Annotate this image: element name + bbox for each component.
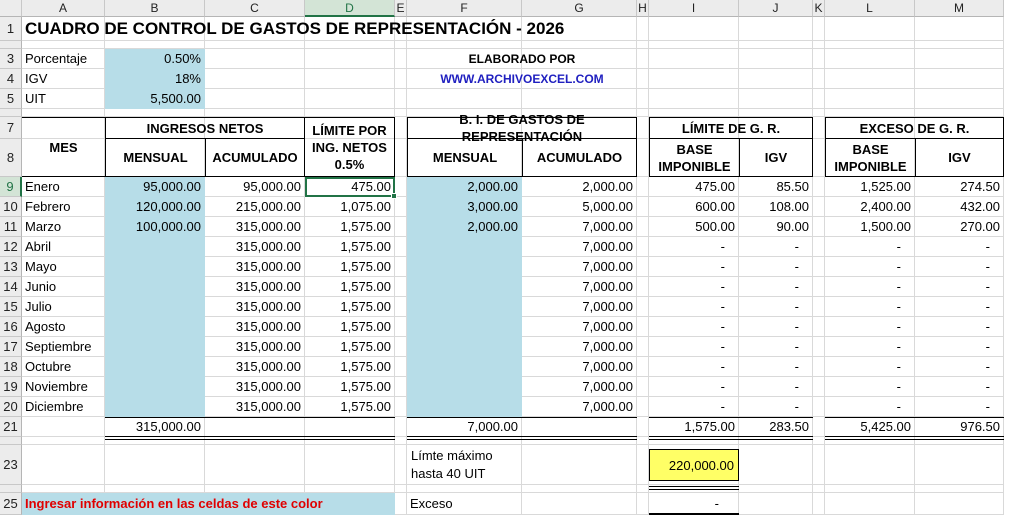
row-header-7[interactable]: 7 [0, 117, 22, 139]
limite-igv-cell[interactable]: - [794, 399, 799, 414]
select-all-corner[interactable] [0, 0, 22, 17]
ingresos-acumulado-cell[interactable]: 315,000.00 [235, 359, 301, 374]
ingresos-acumulado-cell[interactable]: 315,000.00 [235, 279, 301, 294]
exceso-igv-cell[interactable]: - [985, 239, 990, 254]
bi-acumulado-cell[interactable]: 2,000.00 [582, 179, 633, 194]
exceso-base-cell[interactable]: - [896, 399, 901, 414]
header-ingresos-mensual: MENSUAL [105, 139, 205, 177]
exceso-igv-cell[interactable]: - [985, 399, 990, 414]
row-header-13[interactable]: 13 [0, 257, 22, 277]
limite-base-cell[interactable]: - [720, 239, 725, 254]
month-name[interactable]: Octubre [25, 359, 72, 374]
ingresos-acumulado-cell[interactable]: 315,000.00 [235, 239, 301, 254]
exceso-value[interactable]: - [714, 496, 719, 511]
ingresos-acumulado-cell[interactable]: 315,000.00 [235, 319, 301, 334]
limite-base-cell[interactable]: - [720, 379, 725, 394]
ingresos-mensual-cell[interactable] [105, 317, 205, 337]
column-header-i[interactable]: I [649, 0, 739, 17]
bi-mensual-cell[interactable]: 2,000.00 [467, 219, 518, 234]
param-label-uit[interactable]: UIT [25, 91, 46, 106]
bi-acumulado-cell[interactable]: 7,000.00 [582, 359, 633, 374]
row-header-6[interactable] [0, 109, 22, 117]
ingresos-mensual-cell[interactable] [105, 297, 205, 317]
row-header-24[interactable] [0, 485, 22, 493]
row-header-1[interactable]: 1 [0, 17, 22, 41]
limite-base-cell[interactable]: - [720, 399, 725, 414]
ingresos-acumulado-cell[interactable]: 315,000.00 [235, 219, 301, 234]
exceso-igv-cell[interactable]: 274.50 [960, 179, 1000, 194]
header-limite-ing-netos [305, 117, 395, 177]
limite-base-cell[interactable]: - [720, 299, 725, 314]
total-bi-mensual[interactable]: 7,000.00 [467, 419, 518, 434]
total-double-rule-0 [105, 436, 305, 440]
row-header-22[interactable] [0, 437, 22, 445]
credit-label[interactable]: ELABORADO POR [468, 52, 576, 66]
row-header-10[interactable]: 10 [0, 197, 22, 217]
column-header-b[interactable]: B [105, 0, 205, 17]
limite-base-cell[interactable]: - [720, 319, 725, 334]
exceso-igv-cell[interactable]: 270.00 [960, 219, 1000, 234]
exceso-igv-cell[interactable]: - [985, 379, 990, 394]
total-top-rule-d [305, 417, 395, 418]
limite-base-cell[interactable]: 600.00 [695, 199, 735, 214]
month-name[interactable]: Marzo [25, 219, 62, 234]
month-name[interactable]: Noviembre [25, 379, 88, 394]
param-value-uit[interactable]: 5,500.00 [150, 91, 201, 106]
month-name[interactable]: Enero [25, 179, 60, 194]
total-limite-base[interactable]: 1,575.00 [684, 419, 735, 434]
limite-ing-netos-cell[interactable]: 1,575.00 [340, 339, 391, 354]
column-header-m[interactable]: M [915, 0, 1004, 17]
limite-igv-cell[interactable]: - [794, 299, 799, 314]
month-name[interactable]: Septiembre [25, 339, 92, 354]
param-label-igv[interactable]: IGV [25, 71, 48, 86]
exceso-base-cell[interactable]: - [896, 239, 901, 254]
row-header-9[interactable]: 9 [0, 177, 22, 197]
limite-igv-cell[interactable]: 108.00 [769, 199, 809, 214]
ingresos-acumulado-cell[interactable]: 95,000.00 [243, 179, 301, 194]
ingresos-acumulado-cell[interactable]: 315,000.00 [235, 399, 301, 414]
input-color-note[interactable]: Ingresar información en las celdas de este color [25, 496, 323, 511]
ingresos-acumulado-cell[interactable]: 215,000.00 [235, 199, 301, 214]
ingresos-mensual-cell[interactable] [105, 257, 205, 277]
limite-igv-cell[interactable]: - [794, 279, 799, 294]
month-name[interactable]: Abril [25, 239, 52, 254]
limite-igv-cell[interactable]: - [794, 259, 799, 274]
limite-ing-netos-cell[interactable]: 1,575.00 [340, 319, 391, 334]
bi-acumulado-cell[interactable]: 7,000.00 [582, 279, 633, 294]
month-name[interactable]: Diciembre [25, 399, 84, 414]
limite-maximo-label [407, 445, 637, 485]
fill-handle[interactable] [391, 193, 397, 199]
header-bi-gastos: B. I. DE GASTOS DE REPRESENTACIÓN [407, 117, 637, 139]
row-header-18[interactable]: 18 [0, 357, 22, 377]
header-exceso-base-imponible-line-1: BASE [852, 141, 889, 157]
column-header-a[interactable]: A [22, 0, 105, 17]
ingresos-acumulado-cell[interactable]: 315,000.00 [235, 259, 301, 274]
limite-ing-netos-cell[interactable]: 475.00 [351, 179, 391, 194]
row-header-19[interactable]: 19 [0, 377, 22, 397]
exceso-igv-cell[interactable]: - [985, 279, 990, 294]
limite-maximo-line-2: hasta 40 UIT [411, 466, 486, 481]
limite-ing-netos-cell[interactable]: 1,075.00 [340, 199, 391, 214]
limite-ing-netos-cell[interactable]: 1,575.00 [340, 219, 391, 234]
param-label-porcentaje[interactable]: Porcentaje [25, 51, 88, 66]
limite-base-cell[interactable]: - [720, 359, 725, 374]
ingresos-acumulado-cell[interactable]: 315,000.00 [235, 339, 301, 354]
header-limite-base-imponible-line-1: BASE [676, 141, 713, 157]
limite-base-cell[interactable]: - [720, 339, 725, 354]
total-ingresos-mensual[interactable]: 315,000.00 [135, 419, 201, 434]
exceso-base-cell[interactable]: - [896, 319, 901, 334]
exceso-igv-cell[interactable]: - [985, 339, 990, 354]
row-header-20[interactable]: 20 [0, 397, 22, 417]
row-header-3[interactable]: 3 [0, 49, 22, 69]
header-bi-acumulado: ACUMULADO [522, 139, 637, 177]
bi-mensual-cell[interactable]: 2,000.00 [467, 179, 518, 194]
total-double-rule-2 [649, 436, 813, 440]
month-name[interactable]: Agosto [25, 319, 66, 334]
header-limite-base-imponible-line-2: IMPONIBLE [658, 158, 731, 174]
ingresos-mensual-cell[interactable] [105, 237, 205, 257]
row-header-15[interactable]: 15 [0, 297, 22, 317]
row-header-11[interactable]: 11 [0, 217, 22, 237]
exceso-base-cell[interactable]: 1,525.00 [860, 179, 911, 194]
limite-ing-netos-cell[interactable]: 1,575.00 [340, 279, 391, 294]
ingresos-acumulado-cell[interactable]: 315,000.00 [235, 299, 301, 314]
column-header-g[interactable]: G [522, 0, 637, 17]
column-header-l[interactable]: L [825, 0, 915, 17]
limite-igv-cell[interactable]: 85.50 [776, 179, 809, 194]
limite-maximo-value[interactable]: 220,000.00 [649, 449, 739, 481]
bi-mensual-cell[interactable] [407, 337, 522, 357]
limite-igv-cell[interactable]: 90.00 [776, 219, 809, 234]
header-ingresos-acumulado: ACUMULADO [205, 139, 305, 177]
limite-base-cell[interactable]: 500.00 [695, 219, 735, 234]
exceso-base-cell[interactable]: 1,500.00 [860, 219, 911, 234]
row-header-8[interactable]: 8 [0, 139, 22, 177]
ingresos-mensual-cell[interactable]: 100,000.00 [135, 219, 201, 234]
sheet-title[interactable]: CUADRO DE CONTROL DE GASTOS DE REPRESENTACIÓN - 2026 [25, 19, 565, 38]
row-header-25[interactable]: 25 [0, 493, 22, 515]
header-exceso-base-imponible [825, 139, 915, 177]
bi-mensual-cell[interactable]: 3,000.00 [467, 199, 518, 214]
limite-ing-netos-cell[interactable]: 1,575.00 [340, 399, 391, 414]
bi-mensual-cell[interactable] [407, 297, 522, 317]
header-exceso-igv: IGV [915, 139, 1004, 177]
ingresos-mensual-cell[interactable] [105, 377, 205, 397]
ingresos-mensual-cell[interactable] [105, 397, 205, 417]
exceso-base-cell[interactable]: 2,400.00 [860, 199, 911, 214]
header-limite-line-1: LÍMITE POR [312, 122, 387, 138]
column-header-j[interactable]: J [739, 0, 813, 17]
limite-igv-cell[interactable]: - [794, 379, 799, 394]
month-name[interactable]: Junio [25, 279, 57, 294]
limite-ing-netos-cell[interactable]: 1,575.00 [340, 239, 391, 254]
ingresos-mensual-cell[interactable]: 120,000.00 [135, 199, 201, 214]
total-exceso-base[interactable]: 5,425.00 [860, 419, 911, 434]
limite-ing-netos-cell[interactable]: 1,575.00 [340, 379, 391, 394]
column-header-h[interactable]: H [637, 0, 649, 17]
ingresos-mensual-cell[interactable] [105, 357, 205, 377]
exceso-base-cell[interactable]: - [896, 279, 901, 294]
column-header-f[interactable]: F [407, 0, 522, 17]
selected-cell-d9[interactable] [305, 177, 395, 197]
header-ingresos-netos: INGRESOS NETOS [105, 117, 305, 139]
limite-igv-cell[interactable]: - [794, 239, 799, 254]
month-name[interactable]: Mayo [25, 259, 57, 274]
row-header-23[interactable]: 23 [0, 445, 22, 485]
row-header-4[interactable]: 4 [0, 69, 22, 89]
bi-acumulado-cell[interactable]: 7,000.00 [582, 379, 633, 394]
row-header-17[interactable]: 17 [0, 337, 22, 357]
total-exceso-igv[interactable]: 976.50 [960, 419, 1000, 434]
column-header-c[interactable]: C [205, 0, 305, 17]
limite-ing-netos-cell[interactable]: 1,575.00 [340, 359, 391, 374]
bi-acumulado-cell[interactable]: 7,000.00 [582, 339, 633, 354]
exceso-base-cell[interactable]: - [896, 339, 901, 354]
total-top-rule-3 [825, 417, 1004, 418]
header-limite-base-imponible [649, 139, 739, 177]
exceso-igv-cell[interactable]: 432.00 [960, 199, 1000, 214]
ingresos-acumulado-cell[interactable]: 315,000.00 [235, 379, 301, 394]
total-top-rule-0 [105, 417, 305, 418]
column-header-k[interactable]: K [813, 0, 825, 17]
limite-maximo-line-1: Límte máximo [411, 448, 493, 463]
total-double-rule-1 [407, 436, 637, 440]
bi-mensual-cell[interactable] [407, 357, 522, 377]
limite-igv-cell[interactable]: - [794, 359, 799, 374]
exceso-igv-cell[interactable]: - [985, 319, 990, 334]
limite-ing-netos-cell[interactable]: 1,575.00 [340, 259, 391, 274]
month-name[interactable]: Julio [25, 299, 52, 314]
row-header-21[interactable]: 21 [0, 417, 22, 437]
bi-mensual-cell[interactable] [407, 317, 522, 337]
row-header-2[interactable] [0, 41, 22, 49]
row-header-14[interactable]: 14 [0, 277, 22, 297]
credit-website-link[interactable]: WWW.ARCHIVOEXCEL.COM [440, 72, 604, 86]
bi-acumulado-cell[interactable]: 7,000.00 [582, 399, 633, 414]
bi-mensual-cell[interactable] [407, 377, 522, 397]
total-limite-igv[interactable]: 283.50 [769, 419, 809, 434]
column-header-e[interactable]: E [395, 0, 407, 17]
row-header-12[interactable]: 12 [0, 237, 22, 257]
exceso-base-cell[interactable]: - [896, 379, 901, 394]
column-header-d[interactable]: D [305, 0, 395, 17]
header-limite-gr: LÍMITE DE G. R. [649, 117, 813, 139]
exceso-base-cell[interactable]: - [896, 259, 901, 274]
ingresos-mensual-cell[interactable]: 95,000.00 [143, 179, 201, 194]
limite-maximo-double-rule [649, 486, 739, 490]
row-header-5[interactable]: 5 [0, 89, 22, 109]
total-double-rule-d [305, 436, 395, 440]
limite-base-cell[interactable]: - [720, 259, 725, 274]
month-name[interactable]: Febrero [25, 199, 71, 214]
total-top-rule-1 [407, 417, 637, 418]
bi-acumulado-cell[interactable]: 7,000.00 [582, 259, 633, 274]
bi-acumulado-cell[interactable]: 5,000.00 [582, 199, 633, 214]
exceso-igv-cell[interactable]: - [985, 299, 990, 314]
bi-mensual-cell[interactable] [407, 237, 522, 257]
bi-mensual-cell[interactable] [407, 397, 522, 417]
header-exceso-base-imponible-line-2: IMPONIBLE [834, 158, 907, 174]
exceso-base-cell[interactable]: - [896, 299, 901, 314]
header-limite-igv: IGV [739, 139, 813, 177]
param-value-porcentaje[interactable]: 0.50% [164, 51, 201, 66]
limite-igv-cell[interactable]: - [794, 319, 799, 334]
header-limite-line-2: ING. NETOS [312, 139, 387, 155]
header-exceso-gr: EXCESO DE G. R. [825, 117, 1004, 139]
bi-mensual-cell[interactable] [407, 257, 522, 277]
limite-base-cell[interactable]: - [720, 279, 725, 294]
exceso-igv-cell[interactable]: - [985, 259, 990, 274]
limite-ing-netos-cell[interactable]: 1,575.00 [340, 299, 391, 314]
header-bi-mensual: MENSUAL [407, 139, 522, 177]
exceso-label[interactable]: Exceso [410, 496, 453, 511]
bi-acumulado-cell[interactable]: 7,000.00 [582, 239, 633, 254]
bi-mensual-cell[interactable] [407, 277, 522, 297]
bi-acumulado-cell[interactable]: 7,000.00 [582, 299, 633, 314]
param-value-igv[interactable]: 18% [174, 71, 201, 86]
row-header-16[interactable]: 16 [0, 317, 22, 337]
exceso-bottom-rule [649, 513, 739, 515]
bi-acumulado-cell[interactable]: 7,000.00 [582, 319, 633, 334]
bi-acumulado-cell[interactable]: 7,000.00 [582, 219, 633, 234]
limite-base-cell[interactable]: 475.00 [695, 179, 735, 194]
ingresos-mensual-cell[interactable] [105, 277, 205, 297]
limite-igv-cell[interactable]: - [794, 339, 799, 354]
ingresos-mensual-cell[interactable] [105, 337, 205, 357]
header-limite-line-3: 0.5% [334, 156, 365, 172]
total-top-rule-2 [649, 417, 813, 418]
header-mes: MES [22, 117, 105, 177]
exceso-igv-cell[interactable]: - [985, 359, 990, 374]
exceso-base-cell[interactable]: - [896, 359, 901, 374]
total-double-rule-3 [825, 436, 1004, 440]
